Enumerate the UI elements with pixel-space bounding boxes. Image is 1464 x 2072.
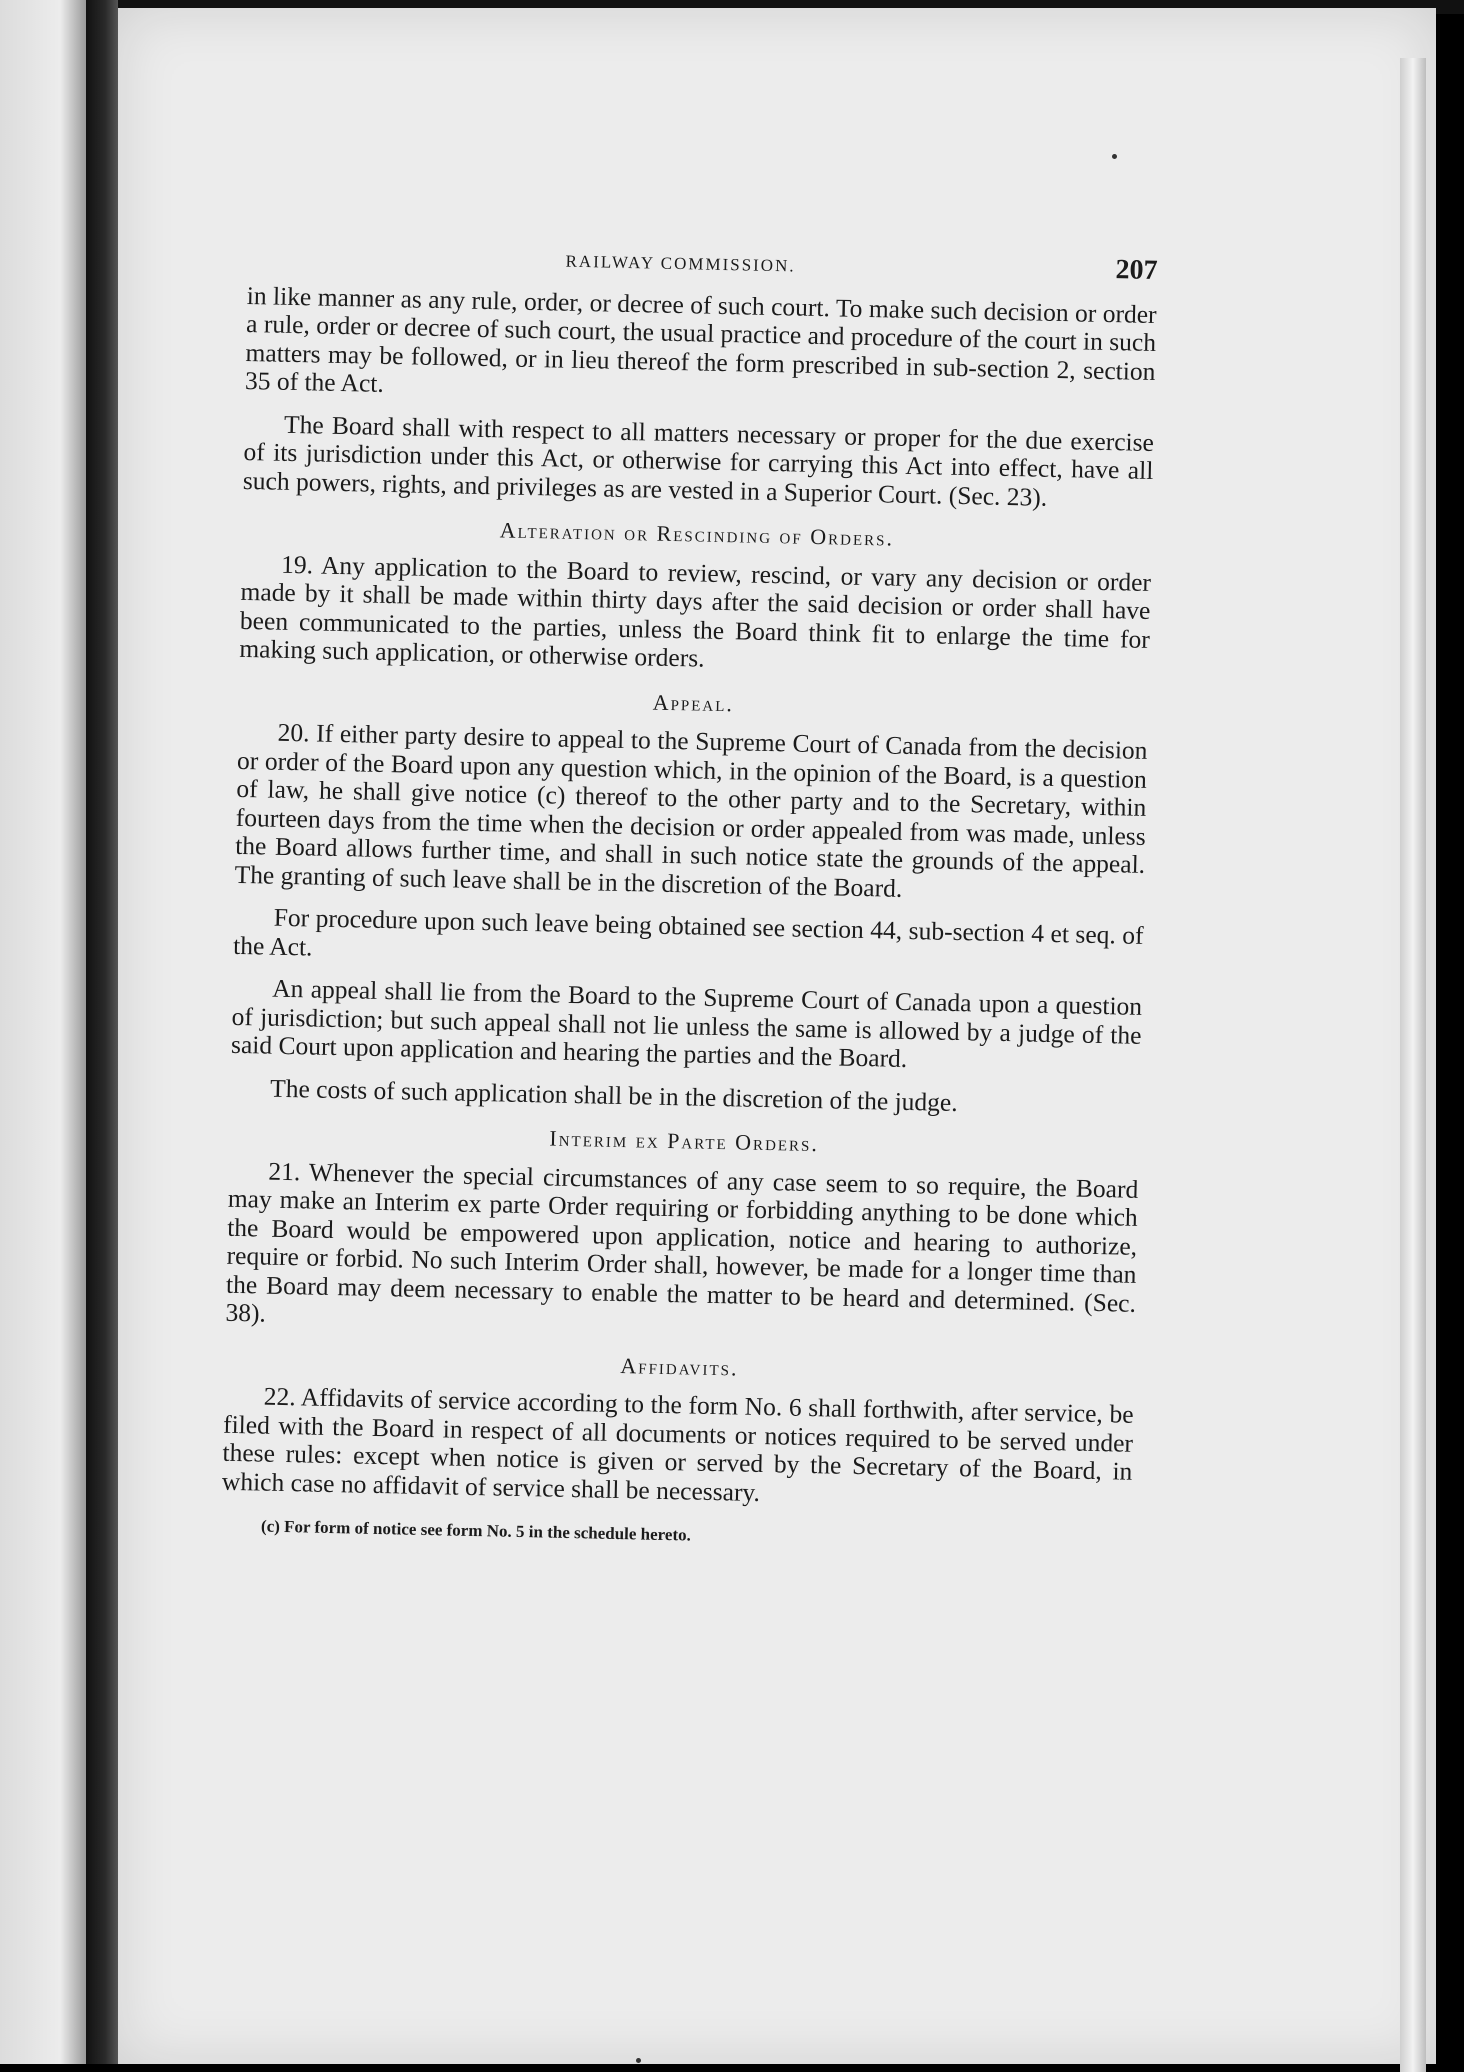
section-heading: Appeal. [652,689,735,716]
paragraph: For procedure upon such leave being obtained see section 44, sub-section 4 et seq. of the Act. [232,902,1144,962]
paragraph: in like manner as any rule, order, or decree of such court. To make such decision or order a rule, order or decree of such court, the usual practice and procedure of the court in such matters may be followed, or in lieu thereof the form prescribed in sub-section 2, section 35 of the Act. [244,280,1157,398]
paragraph: An appeal shall lie from the Board to the Supreme Court of Canada upon a question of jurisdiction; but such appeal shall not lie unless the same is allowed by a judge of the said Court upon application and hearing the parties and the Board. [230,973,1143,1073]
facing-page-edge [0,0,86,2064]
paragraph: The Board shall with respect to all matters necessary or proper for the due exercise of its jurisdiction under this Act, or otherwise for carrying this Act into effect, have all such powers, rights, and privileges as are vested in a Superior Court. (Sec. 23). [242,409,1155,512]
section-heading: Affidavits. [620,1352,739,1381]
section-heading: Alteration or Rescinding of Orders. [499,517,895,551]
scan-speck [636,2058,641,2063]
section-heading: Interim ex Parte Orders. [549,1125,820,1157]
paragraph: 19. Any application to the Board to review, rescind, or vary any decision or order made by it shall be made within thirty days after the said decision or order shall have been communicated to the parties, unless the Board think fit to enlarge the time for making such application, or otherwise orders. [239,549,1152,673]
paragraph: 22. Affidavits of service according to the form No. 6 shall forthwith, after service, be filed with the Board in respect of all documents or notices required to be served under these rules: except when notice is given or served by the Secretary of the Board, in which case no affidavit of service shall be necessary. [221,1381,1134,1507]
page-number: 207 [1115,254,1158,287]
paragraph: 21. Whenever the special circumstances of any case seem to so require, the Board may make an Interim ex parte Order requiring or forbidding anything to be done which the Board would be empowered upon application, notice and hearing to authorize, require or forbid. No such Interim Order shall, however, be made for a longer time than the Board may deem necessary to enable the matter to be heard and determined. (Sec. 38). [225,1156,1139,1328]
running-title: RAILWAY COMMISSION. [565,251,796,276]
book-gutter [86,0,118,2064]
scan-speck [1112,154,1117,159]
page-text [221,238,1158,1559]
page-stack-edge [1400,58,1426,2072]
paragraph: The costs of such application shall be in the discretion of the judge. [269,1073,958,1117]
paragraph: 20. If either party desire to appeal to the Supreme Court of Canada from the decision or order of the Board upon any question which, in the opinion of the Board, is a question of law, he shall give notice (c) thereof to the other party and to the Secretary, within fourteen days from the time when the decision or order appealed from was made, unless the Board allows further time, and shall in such notice state the grounds of the appeal. The granting of such leave shall be in the discretion of the Board. [234,717,1148,903]
footnote: (c) For form of notice see form No. 5 in the schedule hereto. [260,1516,692,1545]
